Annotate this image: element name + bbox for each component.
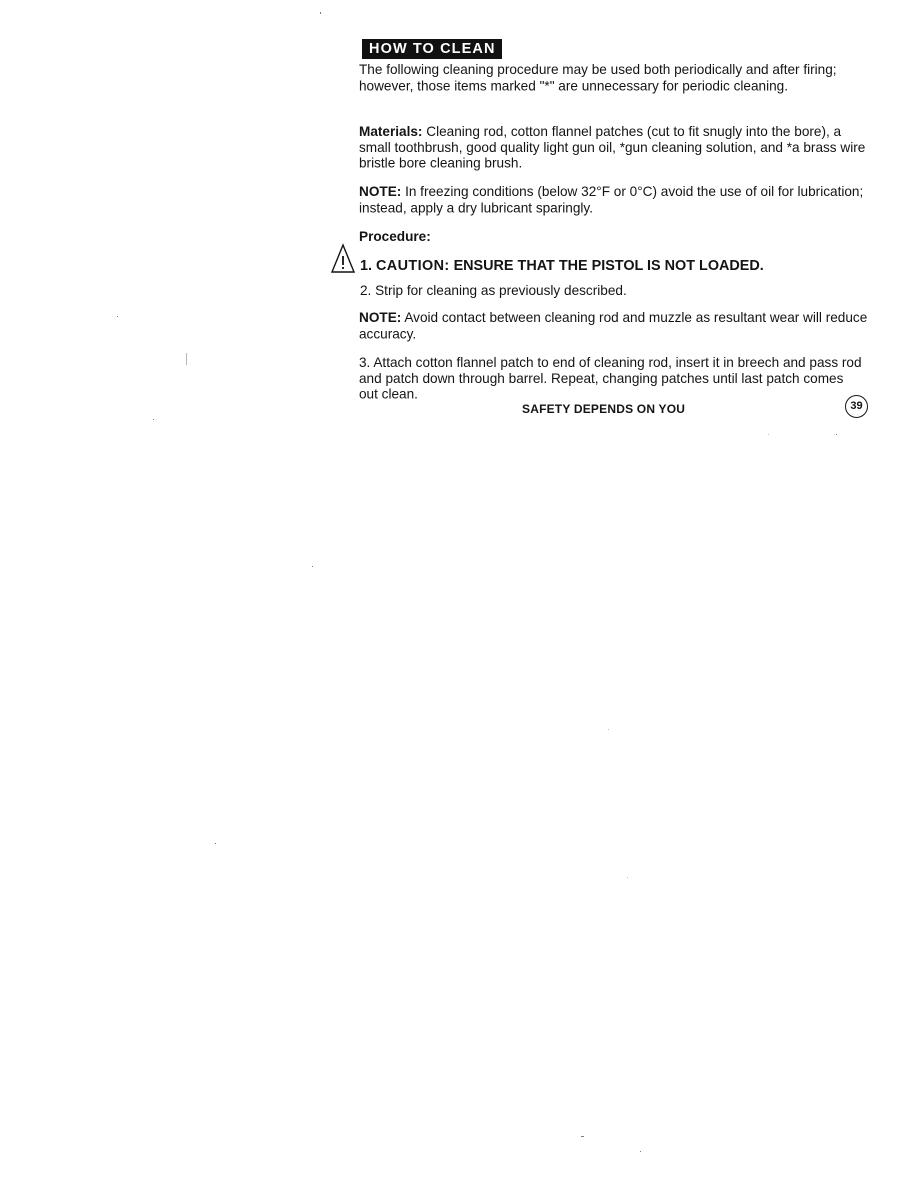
section-heading: HOW TO CLEAN (362, 39, 502, 59)
step-1-caution (330, 243, 890, 277)
scan-speck (186, 353, 187, 365)
note-freezing-text: In freezing conditions (below 32°F or 0°C) avoid the use of oil for lubrication; instead, apply a dry lubricant sparingly. (359, 183, 864, 215)
step-1-number: 1. (360, 258, 373, 274)
step-2: 2. Strip for cleaning as previously described. (360, 282, 627, 299)
note-muzzle-label: NOTE: (359, 309, 402, 325)
scan-speck (581, 1136, 584, 1137)
scan-speck (312, 566, 313, 567)
step-3: 3. Attach cotton flannel patch to end of cleaning rod, insert it in breech and pass rod and patch down through barrel. Repeat, changing patches until last patch comes out clean. (359, 354, 862, 402)
note-muzzle-paragraph (359, 310, 871, 342)
scan-speck (117, 316, 118, 317)
page-number-badge: 39 (845, 395, 868, 418)
scan-speck (215, 843, 216, 844)
intro-paragraph: The following cleaning procedure may be used both periodically and after firing; however, those items marked "*" are unnecessary for periodic cleaning. (359, 61, 837, 93)
scan-speck (627, 877, 628, 878)
caution-label: CAUTION: (376, 258, 450, 274)
procedure-heading: Procedure: (359, 228, 431, 245)
materials-paragraph (359, 124, 871, 171)
note-freezing-label: NOTE: (359, 183, 402, 199)
footer-slogan: SAFETY DEPENDS ON YOU (522, 402, 686, 416)
caution-line (360, 258, 764, 274)
scan-speck (768, 434, 769, 435)
warning-triangle-icon (330, 243, 356, 273)
scan-speck (153, 419, 154, 420)
scan-speck (836, 434, 837, 435)
materials-text: Cleaning rod, cotton flannel patches (cut to fit snugly into the bore), a small toothbrush, good quality light gun oil, *gun cleaning solution, and *a brass wire bristle bore cleaning brush. (359, 123, 866, 171)
note-freezing-paragraph (359, 184, 871, 216)
scan-speck (640, 1151, 641, 1152)
caution-text: ENSURE THAT THE PISTOL IS NOT LOADED. (453, 258, 764, 274)
materials-label: Materials: (359, 123, 423, 139)
note-muzzle-text: Avoid contact between cleaning rod and muzzle as resultant wear will reduce accuracy. (359, 309, 868, 341)
scan-speck (608, 729, 609, 730)
scan-speck (320, 12, 321, 14)
